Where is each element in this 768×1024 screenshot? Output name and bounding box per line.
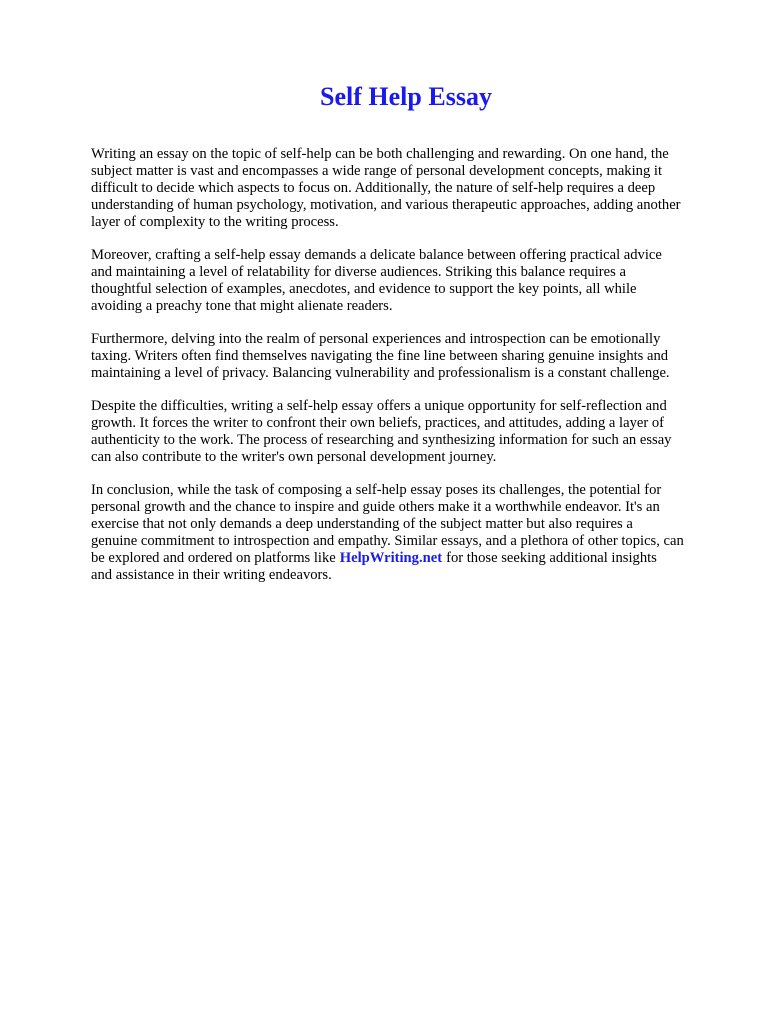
paragraph-line: difficult to decide which aspects to focus on. Additionally, the nature of self-help requires a deep — [91, 180, 656, 196]
paragraph-2 — [91, 247, 731, 315]
paragraph-line: growth. It forces the writer to confront their own beliefs, practices, and attitudes, adding a layer of — [91, 415, 665, 431]
page-title: Self Help Essay — [320, 82, 492, 111]
paragraph-line: genuine commitment to introspection and empathy. Similar essays, and a plethora of other topics, can — [91, 533, 684, 549]
paragraph-line: Moreover, crafting a self-help essay demands a delicate balance between offering practical advice — [91, 247, 662, 263]
paragraph-line: can also contribute to the writer's own personal development journey. — [91, 449, 497, 465]
paragraph-line: understanding of human psychology, motivation, and various therapeutic approaches, adding another — [91, 197, 681, 213]
paragraph-line: be explored and ordered on platforms like — [91, 550, 336, 566]
paragraph-conclusion — [91, 482, 731, 584]
paragraph-line: taxing. Writers often find themselves navigating the fine line between sharing genuine insights and — [91, 348, 669, 364]
paragraph-line: Despite the difficulties, writing a self-help essay offers a unique opportunity for self-reflection and — [91, 398, 667, 414]
paragraph-line: thoughtful selection of examples, anecdotes, and evidence to support the key points, all while — [91, 281, 637, 297]
paragraph-line: In conclusion, while the task of composing a self-help essay poses its challenges, the potential for — [91, 482, 662, 498]
paragraph-line: authenticity to the work. The process of researching and synthesizing information for such an essay — [91, 432, 672, 448]
paragraph-line: personal growth and the chance to inspire and guide others make it a worthwhile endeavor. It's an — [91, 499, 660, 515]
paragraph-line: and maintaining a level of relatability for diverse audiences. Striking this balance requires a — [91, 264, 626, 280]
paragraph-line: exercise that not only demands a deep understanding of the subject matter but also requires a — [91, 516, 633, 532]
essay-body — [91, 146, 731, 600]
paragraph-line: layer of complexity to the writing process. — [91, 214, 339, 230]
paragraph-4 — [91, 398, 731, 466]
paragraph-line: maintaining a level of privacy. Balancing vulnerability and professionalism is a constant challenge. — [91, 365, 670, 381]
helpwriting-link[interactable]: HelpWriting.net — [339, 550, 443, 566]
paragraph-3 — [91, 331, 731, 382]
paragraph-line: for those seeking additional insights — [446, 550, 657, 566]
paragraph-1 — [91, 146, 731, 231]
paragraph-line: avoiding a preachy tone that might alienate readers. — [91, 298, 393, 314]
paragraph-line: subject matter is vast and encompasses a wide range of personal development concepts, making it — [91, 163, 663, 179]
paragraph-line: and assistance in their writing endeavors. — [91, 567, 332, 583]
paragraph-line: Furthermore, delving into the realm of personal experiences and introspection can be emotionally — [91, 331, 661, 347]
paragraph-line: Writing an essay on the topic of self-help can be both challenging and rewarding. On one hand, the — [91, 146, 669, 162]
